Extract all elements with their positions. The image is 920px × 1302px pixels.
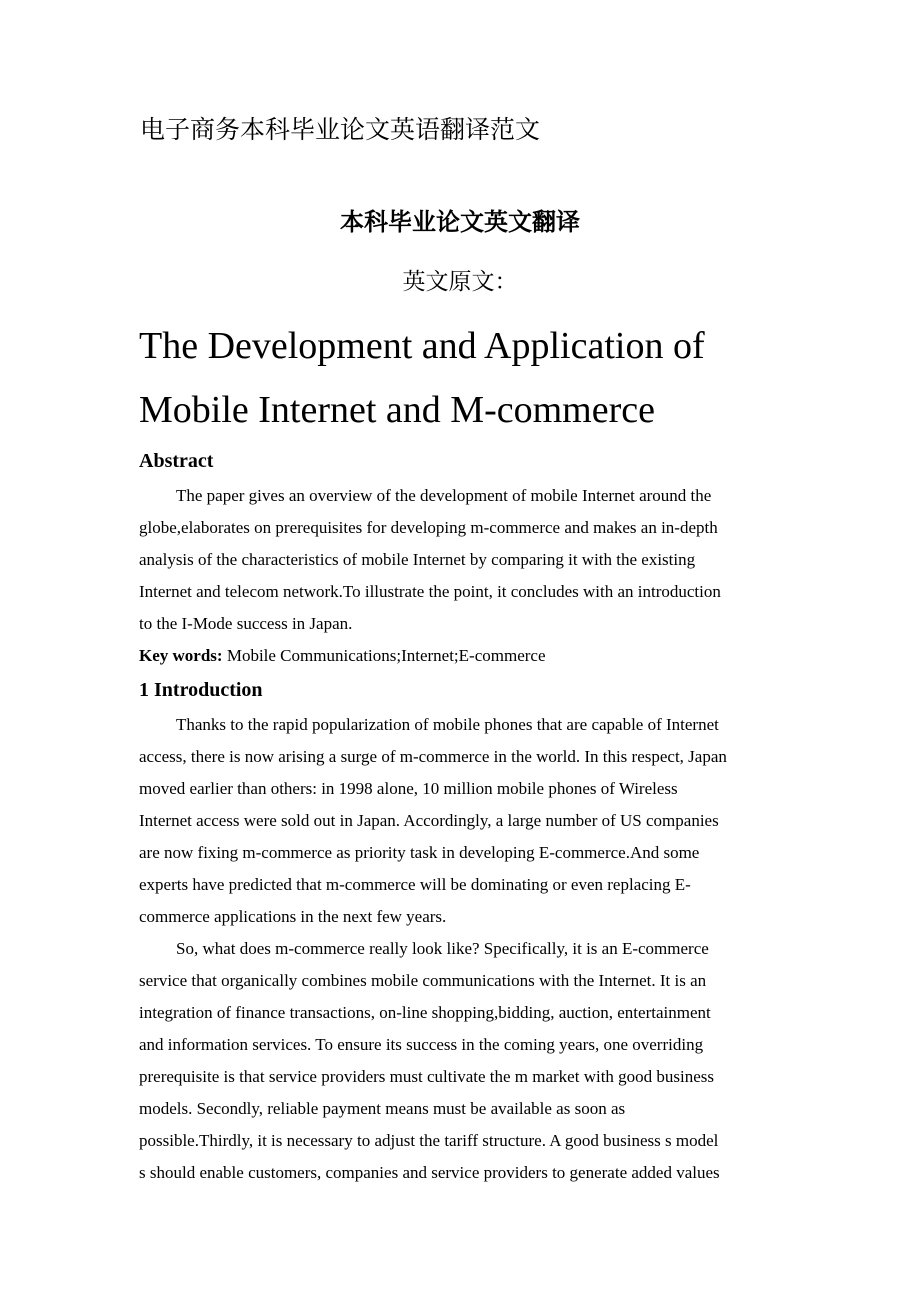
intro-line: service that organically combines mobile communications with the Internet. It is an bbox=[139, 971, 707, 990]
paper-title bbox=[139, 314, 839, 442]
keywords-value: Mobile Communications;Internet;E-commerce bbox=[222, 646, 546, 665]
intro-line: are now fixing m-commerce as priority task in developing E-commerce.And some bbox=[139, 843, 700, 862]
intro-line: Internet access were sold out in Japan. Accordingly, a large number of US companies bbox=[139, 811, 719, 830]
intro-line: prerequisite is that service providers must cultivate the m market with good business bbox=[139, 1067, 715, 1086]
intro-line: commerce applications in the next few years. bbox=[139, 907, 447, 926]
abstract-paragraph bbox=[139, 480, 785, 672]
keywords-label: Key words: bbox=[139, 646, 223, 665]
intro-line: and information services. To ensure its success in the coming years, one overriding bbox=[139, 1035, 704, 1054]
introduction-heading: 1 Introduction bbox=[139, 679, 263, 701]
abstract-line: globe,elaborates on prerequisites for developing m-commerce and makes an in-depth bbox=[139, 518, 718, 537]
intro-line: models. Secondly, reliable payment means must be available as soon as bbox=[139, 1099, 626, 1118]
intro-line: Thanks to the rapid popularization of mobile phones that are capable of Internet bbox=[176, 715, 719, 734]
paper-title-line: The Development and Application of bbox=[139, 325, 705, 367]
introduction-paragraph-1 bbox=[139, 709, 785, 1189]
intro-line: moved earlier than others: in 1998 alone, 10 million mobile phones of Wireless bbox=[139, 779, 678, 798]
intro-line: s should enable customers, companies and service providers to generate added values bbox=[139, 1163, 720, 1182]
intro-line: access, there is now arising a surge of m-commerce in the world. In this respect, Japan bbox=[139, 747, 727, 766]
intro-line: integration of finance transactions, on-line shopping,bidding, auction, entertainment bbox=[139, 1003, 711, 1022]
translation-subtitle: 本科毕业论文英文翻译 bbox=[340, 208, 580, 236]
intro-line: possible.Thirdly, it is necessary to adjust the tariff structure. A good business s model bbox=[139, 1131, 719, 1150]
keywords-line bbox=[139, 640, 785, 672]
abstract-line: Internet and telecom network.To illustrate the point, it concludes with an introduction bbox=[139, 582, 721, 601]
original-text-label: 英文原文： bbox=[402, 269, 518, 295]
abstract-line: to the I-Mode success in Japan. bbox=[139, 614, 353, 633]
abstract-heading: Abstract bbox=[139, 450, 214, 472]
abstract-line: analysis of the characteristics of mobile Internet by comparing it with the existing bbox=[139, 550, 696, 569]
intro-line: So, what does m-commerce really look like? Specifically, it is an E-commerce bbox=[176, 939, 709, 958]
paper-title-line: Mobile Internet and M-commerce bbox=[139, 389, 655, 431]
abstract-line: The paper gives an overview of the development of mobile Internet around the bbox=[176, 486, 712, 505]
document-title: 电子商务本科毕业论文英语翻译范文 bbox=[140, 115, 541, 144]
intro-line: experts have predicted that m-commerce will be dominating or even replacing E- bbox=[139, 875, 691, 894]
